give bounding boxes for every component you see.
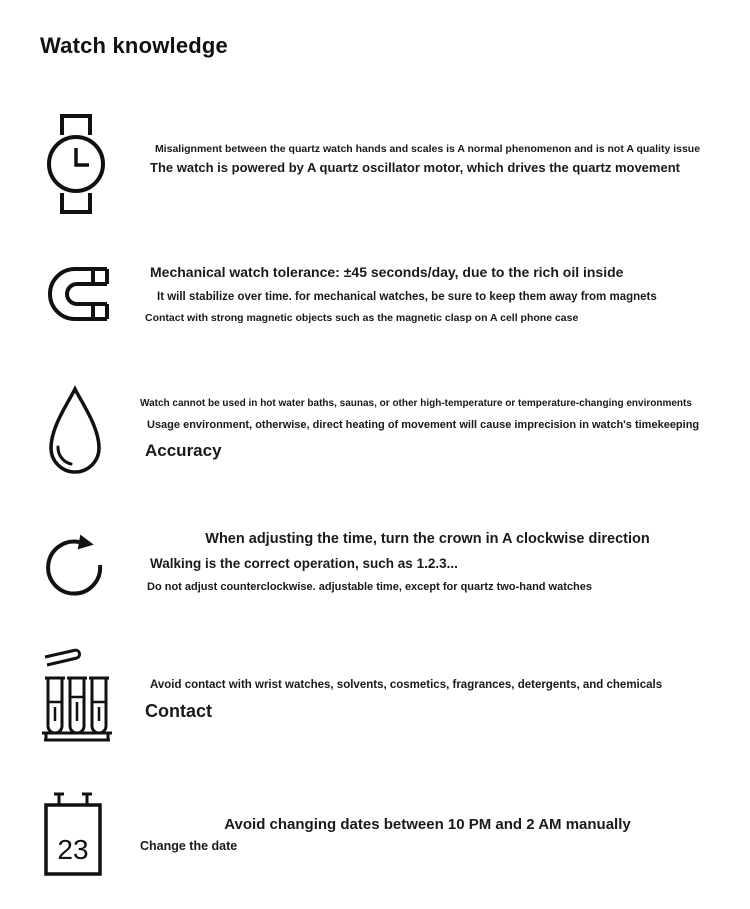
text-line: Mechanical watch tolerance: ±45 seconds/day, due to the rich oil inside (150, 264, 624, 280)
section-text (140, 398, 715, 470)
text-line: Avoid contact with wrist watches, solvents, cosmetics, fragrances, detergents, and chemicals (150, 679, 663, 691)
text-line: Contact with strong magnetic objects such as the magnetic clasp on A cell phone case (145, 311, 579, 324)
section-text (140, 530, 715, 603)
text-line: The watch is powered by A quartz oscillator motor, which drives the quartz movement (150, 160, 680, 176)
text-line: Watch cannot be used in hot water baths, saunas, or other high-temperature or temperature-changing environments (140, 398, 692, 409)
section-text (140, 678, 715, 731)
page-title: Watch knowledge (40, 33, 228, 58)
text-line: Walking is the correct operation, such as 1.2.3... (150, 556, 458, 572)
text-line: It will stabilize over time. for mechanical watches, be sure to keep them away from magnets (157, 290, 657, 303)
section-text (140, 264, 715, 333)
text-line: Avoid changing dates between 10 PM and 2 AM manually (224, 816, 631, 833)
text-line: When adjusting the time, turn the crown in A clockwise direction (205, 531, 650, 547)
text-line: Misalignment between the quartz watch hands and scales is A normal phenomenon and is not A quality issue (154, 143, 701, 155)
text-line: Accuracy (145, 441, 222, 461)
magnet-icon (45, 264, 109, 324)
section-text (140, 816, 715, 862)
text-line: Contact (145, 701, 212, 722)
text-line: Do not adjust counterclockwise. adjustable time, except for quartz two-hand watches (147, 581, 592, 593)
calendar-icon (42, 790, 104, 878)
wristwatch-icon (45, 113, 107, 215)
text-line: Usage environment, otherwise, direct heating of movement will cause imprecision in watch's timekeeping (147, 418, 700, 431)
section-text (140, 143, 715, 184)
clockwise-arrow-icon (44, 525, 106, 601)
test-tubes-icon (40, 645, 114, 747)
text-line: Change the date (140, 838, 238, 853)
calendar-day-number: 23 (57, 834, 89, 865)
water-drop-icon (44, 385, 106, 482)
